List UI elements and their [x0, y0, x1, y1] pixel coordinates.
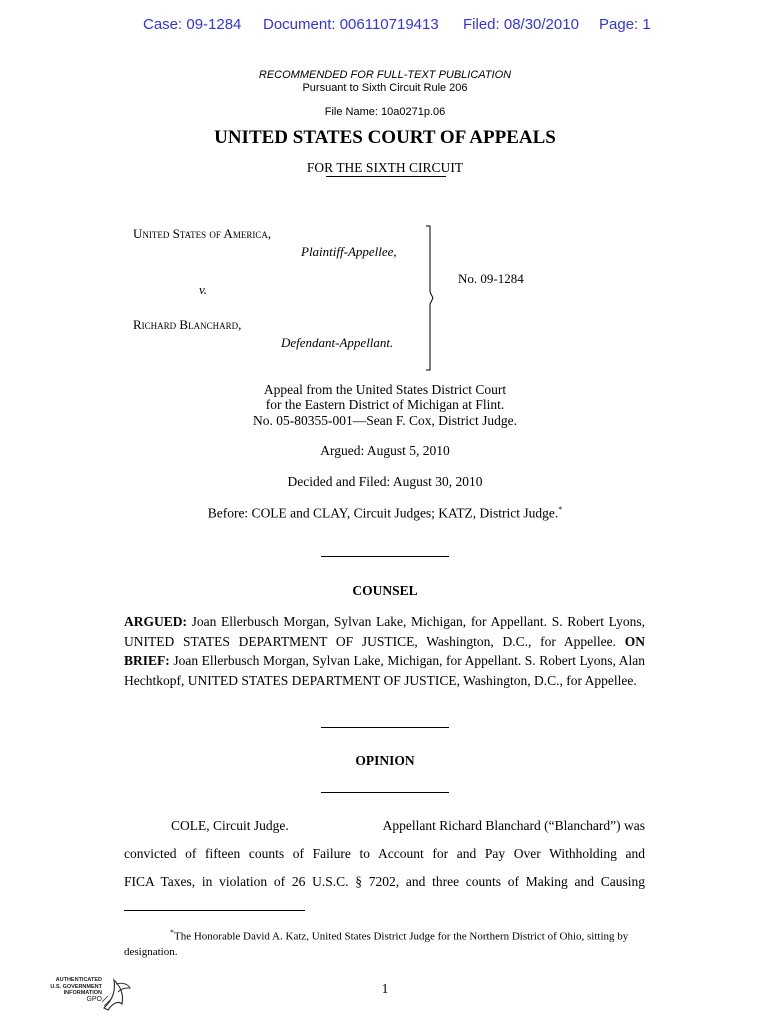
case-number: No. 09-1284 — [458, 271, 524, 286]
panel-footnote-marker: * — [558, 505, 563, 514]
circuit-name: FOR THE SIXTH CIRCUIT — [306, 160, 464, 175]
panel-before — [0, 505, 770, 522]
page-number: 1 — [381, 981, 389, 996]
on-brief-label: ON BRIEF: — [124, 633, 645, 668]
counsel-paragraph — [124, 612, 645, 690]
opinion-heading: OPINION — [355, 753, 415, 768]
versus: v. — [199, 282, 208, 297]
section-divider — [321, 792, 449, 793]
filing-header — [0, 16, 770, 38]
plaintiff-name: United States of America, — [133, 226, 272, 241]
opinion-line: FICA Taxes, in violation of 26 U.S.C. § 7202, and three counts of Making and Causing — [124, 874, 645, 889]
opinion-line-1-text: Appellant Richard Blanchard (“Blanchard”) was — [382, 818, 645, 833]
plaintiff-role: Plaintiff-Appellee, — [301, 244, 397, 259]
footnote-text: The Honorable David A. Katz, United States District Judge for the Northern District of Ohio, sitting by designation. — [124, 930, 629, 958]
opinion-line: convicted of fifteen counts of Failure to Account for and Pay Over Withholding and — [124, 846, 645, 861]
appeal-line-1: Appeal from the United States District Court — [263, 382, 507, 397]
defendant-role: Defendant-Appellant. — [281, 335, 394, 350]
caption-brace — [420, 224, 440, 374]
argued-label: ARGUED: — [124, 614, 187, 629]
opinion-judge: COLE, Circuit Judge. — [171, 818, 289, 833]
file-name: File Name: 10a0271p.06 — [324, 106, 446, 118]
panel-before-text: Before: COLE and CLAY, Circuit Judges; KATZ, District Judge. — [207, 505, 559, 521]
court-title: UNITED STATES COURT OF APPEALS — [214, 127, 556, 148]
appeal-line-2: for the Eastern District of Michigan at Flint. — [265, 397, 505, 412]
section-divider — [321, 556, 449, 557]
header-page: Page: 1 — [599, 16, 651, 33]
gpo-logo-mark: GPO — [86, 995, 102, 1003]
eagle-icon — [98, 974, 132, 1014]
on-brief-text: Joan Ellerbusch Morgan, Sylvan Lake, Michigan, for Appellant. S. Robert Lyons, Alan Hechtkopf, UNITED STATES DEPARTMENT OF JUSTICE, Washington, D.C., for Appellee. — [124, 653, 645, 688]
header-filed: Filed: 08/30/2010 — [463, 16, 579, 33]
footnote-rule — [124, 910, 305, 911]
header-document: Document: 006110719413 — [263, 16, 439, 33]
decided-date: Decided and Filed: August 30, 2010 — [287, 474, 483, 489]
defendant-name: Richard Blanchard, — [133, 317, 242, 332]
footnote — [124, 925, 645, 960]
circuit-divider — [326, 176, 446, 177]
section-divider — [321, 727, 449, 728]
footnote-marker: * — [170, 928, 174, 937]
argued-text: Joan Ellerbusch Morgan, Sylvan Lake, Michigan, for Appellant. S. Robert Lyons, UNITED STATES DEPARTMENT OF JUSTICE, Washington, D.C., for Appellee. — [124, 614, 645, 649]
publication-pursuant: Pursuant to Sixth Circuit Rule 206 — [302, 82, 468, 94]
gpo-authentication-logo — [38, 974, 133, 1014]
gpo-logo-line: AUTHENTICATED — [55, 977, 102, 983]
argued-date: Argued: August 5, 2010 — [320, 443, 450, 458]
appeal-line-3: No. 05-80355-001—Sean F. Cox, District Judge. — [252, 413, 518, 428]
counsel-heading: COUNSEL — [352, 583, 418, 598]
gpo-logo-line: U.S. GOVERNMENT — [50, 983, 102, 990]
gpo-logo-line: INFORMATION — [63, 990, 102, 996]
publication-recommended: RECOMMENDED FOR FULL-TEXT PUBLICATION — [258, 69, 512, 81]
header-case: Case: 09-1284 — [143, 16, 242, 33]
